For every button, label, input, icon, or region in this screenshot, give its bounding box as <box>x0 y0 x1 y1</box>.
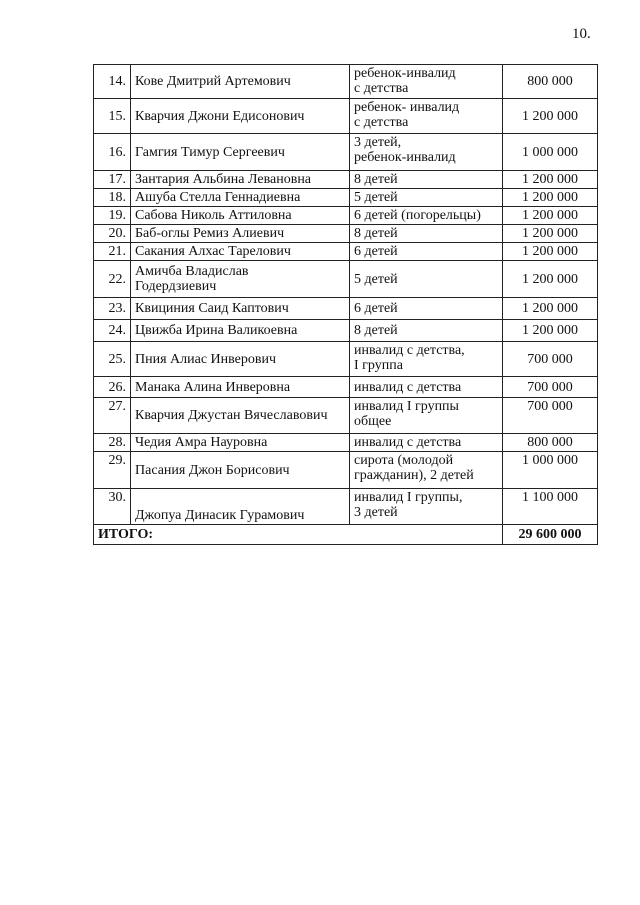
table-row <box>94 207 598 225</box>
row-number: 17. <box>94 171 131 189</box>
grant-amount: 1 200 000 <box>503 298 598 320</box>
grant-reason: инвалид с детства <box>350 377 503 398</box>
row-number: 16. <box>94 134 131 171</box>
recipient-name: Зантария Альбина Левановна <box>131 171 350 189</box>
table-row <box>94 261 598 298</box>
page-number: 10. <box>572 26 591 42</box>
row-number: 26. <box>94 377 131 398</box>
grant-amount: 700 000 <box>503 398 598 434</box>
grant-reason: 3 детей, ребенок-инвалид <box>350 134 503 171</box>
row-number: 21. <box>94 243 131 261</box>
row-number: 25. <box>94 342 131 377</box>
row-number: 24. <box>94 320 131 342</box>
table-row <box>94 243 598 261</box>
total-amount: 29 600 000 <box>503 525 598 545</box>
recipient-name: Ашуба Стелла Геннадиевна <box>131 189 350 207</box>
table-row <box>94 225 598 243</box>
recipient-name: Джопуа Динасик Гурамович <box>131 489 350 525</box>
grant-amount: 1 000 000 <box>503 134 598 171</box>
row-number: 27. <box>94 398 131 434</box>
table-row <box>94 398 598 434</box>
row-number: 30. <box>94 489 131 525</box>
table-row <box>94 489 598 525</box>
grant-amount: 800 000 <box>503 65 598 99</box>
grant-amount: 700 000 <box>503 342 598 377</box>
grant-amount: 1 100 000 <box>503 489 598 525</box>
table-row <box>94 134 598 171</box>
grant-reason: инвалид с детства, I группа <box>350 342 503 377</box>
row-number: 23. <box>94 298 131 320</box>
recipient-name: Кварчия Джони Едисонович <box>131 99 350 134</box>
row-number: 20. <box>94 225 131 243</box>
total-row <box>94 525 598 545</box>
grant-reason: 6 детей <box>350 298 503 320</box>
recipient-name: Гамгия Тимур Сергеевич <box>131 134 350 171</box>
total-label: ИТОГО: <box>94 525 503 545</box>
recipient-name: Амичба Владислав Годердзиевич <box>131 261 350 298</box>
grant-reason: инвалид с детства <box>350 434 503 452</box>
recipient-name: Сабова Николь Аттиловна <box>131 207 350 225</box>
grant-reason: ребенок-инвалид с детства <box>350 65 503 99</box>
grant-amount: 1 200 000 <box>503 243 598 261</box>
grant-amount: 1 200 000 <box>503 171 598 189</box>
grant-reason: ребенок- инвалид с детства <box>350 99 503 134</box>
grant-reason: 5 детей <box>350 189 503 207</box>
recipient-name: Чедия Амра Науровна <box>131 434 350 452</box>
row-number: 14. <box>94 65 131 99</box>
grant-reason: инвалид I группы общее <box>350 398 503 434</box>
grant-amount: 1 200 000 <box>503 207 598 225</box>
grant-amount: 1 200 000 <box>503 99 598 134</box>
recipient-name: Цвижба Ирина Валикоевна <box>131 320 350 342</box>
grant-reason: инвалид I группы, 3 детей <box>350 489 503 525</box>
recipient-name: Кварчия Джустан Вячеславович <box>131 398 350 434</box>
table-row <box>94 298 598 320</box>
grant-amount: 700 000 <box>503 377 598 398</box>
row-number: 15. <box>94 99 131 134</box>
table-row <box>94 434 598 452</box>
grant-reason: 8 детей <box>350 171 503 189</box>
row-number: 28. <box>94 434 131 452</box>
table-row <box>94 377 598 398</box>
recipients-table <box>93 64 598 545</box>
table-row <box>94 320 598 342</box>
recipient-name: Манака Алина Инверовна <box>131 377 350 398</box>
row-number: 22. <box>94 261 131 298</box>
recipient-name: Пасания Джон Борисович <box>131 452 350 489</box>
grant-amount: 1 200 000 <box>503 225 598 243</box>
recipient-name: Кове Дмитрий Артемович <box>131 65 350 99</box>
grant-amount: 800 000 <box>503 434 598 452</box>
grant-reason: 5 детей <box>350 261 503 298</box>
table-row <box>94 65 598 99</box>
grant-reason: 6 детей <box>350 243 503 261</box>
table-row <box>94 342 598 377</box>
grant-reason: 8 детей <box>350 320 503 342</box>
row-number: 29. <box>94 452 131 489</box>
grant-reason: 6 детей (погорельцы) <box>350 207 503 225</box>
row-number: 19. <box>94 207 131 225</box>
recipient-name: Квициния Саид Каптович <box>131 298 350 320</box>
grant-amount: 1 200 000 <box>503 320 598 342</box>
row-number: 18. <box>94 189 131 207</box>
grant-reason: сирота (молодой гражданин), 2 детей <box>350 452 503 489</box>
grant-amount: 1 000 000 <box>503 452 598 489</box>
table-row <box>94 189 598 207</box>
grant-amount: 1 200 000 <box>503 261 598 298</box>
grant-amount: 1 200 000 <box>503 189 598 207</box>
grant-reason: 8 детей <box>350 225 503 243</box>
recipient-name: Сакания Алхас Тарелович <box>131 243 350 261</box>
table-row <box>94 171 598 189</box>
table-row <box>94 452 598 489</box>
table-row <box>94 99 598 134</box>
recipient-name: Баб-оглы Ремиз Алиевич <box>131 225 350 243</box>
recipient-name: Пния Алиас Инверович <box>131 342 350 377</box>
